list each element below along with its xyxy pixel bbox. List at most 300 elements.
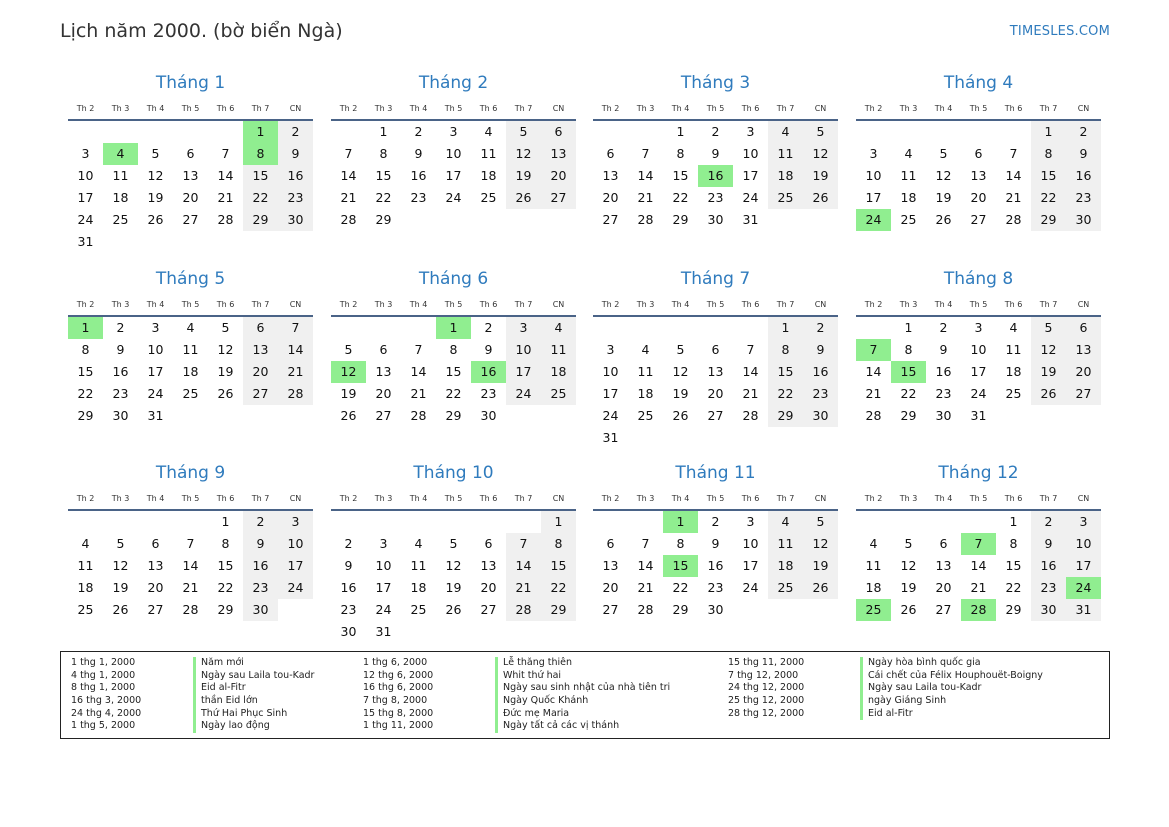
day-grid (856, 121, 1101, 231)
day-cell: 1 (676, 124, 685, 139)
legend-date: 7 thg 12, 2000 (728, 669, 799, 681)
day-cell: 15 (217, 558, 234, 573)
day-cell: 5 (449, 536, 458, 551)
day-cell: 21 (278, 361, 313, 383)
month-3 (593, 71, 838, 231)
empty-cell (961, 121, 996, 143)
month-6 (331, 267, 576, 427)
day-cell: 3 (379, 536, 388, 551)
day-cell: 24 (278, 577, 313, 599)
day-cell: 18 (410, 580, 427, 595)
day-cell: 5 (904, 536, 913, 551)
day-cell: 10 (865, 168, 882, 183)
day-cell: 17 (147, 364, 164, 379)
day-cell: 26 (340, 408, 357, 423)
legend-name-column (193, 657, 314, 733)
legend-date: 16 thg 3, 2000 (71, 695, 142, 707)
day-cell: 23 (707, 580, 724, 595)
day-cell: 10 (375, 558, 392, 573)
day-cell: 19 (1031, 361, 1066, 383)
day-cell: 20 (480, 580, 497, 595)
day-cell: 21 (742, 386, 759, 401)
weekday-label: Th 2 (601, 494, 620, 503)
day-cell: 19 (147, 190, 164, 205)
day-cell: 26 (217, 386, 234, 401)
day-cell: 26 (506, 187, 541, 209)
day-cell: 26 (672, 408, 689, 423)
day-cell: 23 (935, 386, 952, 401)
empty-cell (471, 511, 506, 533)
day-cell: 6 (484, 536, 493, 551)
day-cell: 6 (606, 146, 615, 161)
day-cell: 30 (278, 209, 313, 231)
day-cell: 27 (1066, 383, 1101, 405)
legend-holiday-name: Cái chết của Félix Houphouët-Boigny (860, 670, 1043, 683)
weekday-label: Th 2 (864, 104, 883, 113)
day-cell: 26 (803, 187, 838, 209)
legend-date: 1 thg 5, 2000 (71, 720, 136, 732)
day-cell: 10 (506, 339, 541, 361)
weekday-label: CN (814, 494, 827, 503)
day-cell: 31 (970, 408, 987, 423)
day-cell: 23 (410, 190, 427, 205)
page-title: Lịch năm 2000. (bờ biển Ngà) (60, 20, 343, 42)
day-cell: 3 (746, 124, 755, 139)
day-cell: 21 (637, 190, 654, 205)
empty-cell (331, 317, 366, 339)
day-cell: 21 (506, 577, 541, 599)
day-cell: 9 (344, 558, 353, 573)
weekday-label: Th 5 (444, 300, 463, 309)
day-cell: 29 (375, 212, 392, 227)
day-cell: 22 (77, 386, 94, 401)
day-cell: 28 (865, 408, 882, 423)
day-cell: 18 (900, 190, 917, 205)
day-cell: 10 (970, 342, 987, 357)
empty-cell (103, 121, 138, 143)
day-cell: 25 (1005, 386, 1022, 401)
day-cell: 28 (278, 383, 313, 405)
holiday-day: 1 (243, 121, 278, 143)
day-cell: 7 (414, 342, 423, 357)
day-cell: 12 (803, 143, 838, 165)
legend-date-column (71, 657, 141, 733)
legend-holiday-name: Đức mẹ Maria (495, 708, 670, 721)
day-cell: 24 (375, 602, 392, 617)
day-cell: 27 (541, 187, 576, 209)
day-cell: 9 (711, 536, 720, 551)
legend-holiday-name: Ngày sau sinh nhật của nhà tiên tri (495, 682, 670, 695)
legend-date: 24 thg 12, 2000 (728, 682, 805, 694)
weekday-label: Th 2 (339, 104, 358, 113)
day-cell: 11 (768, 533, 803, 555)
day-cell: 6 (939, 536, 948, 551)
weekday-label: Th 7 (514, 104, 533, 113)
day-cell: 16 (707, 558, 724, 573)
weekday-label: Th 3 (111, 104, 130, 113)
day-cell: 23 (340, 602, 357, 617)
day-cell: 2 (711, 514, 720, 529)
weekday-label: Th 2 (601, 104, 620, 113)
day-cell: 4 (541, 317, 576, 339)
day-cell: 27 (707, 408, 724, 423)
day-cell: 27 (375, 408, 392, 423)
day-cell: 29 (900, 408, 917, 423)
day-cell: 9 (1066, 143, 1101, 165)
day-grid (593, 317, 838, 449)
month-9 (68, 461, 313, 621)
weekday-label: Th 6 (479, 104, 498, 113)
day-cell: 12 (147, 168, 164, 183)
day-cell: 9 (803, 339, 838, 361)
day-cell: 15 (672, 168, 689, 183)
day-cell: 13 (1066, 339, 1101, 361)
legend-date: 25 thg 12, 2000 (728, 695, 805, 707)
day-cell: 20 (182, 190, 199, 205)
day-cell: 10 (445, 146, 462, 161)
day-cell: 30 (935, 408, 952, 423)
day-cell: 16 (1031, 555, 1066, 577)
day-cell: 29 (243, 209, 278, 231)
day-cell: 14 (506, 555, 541, 577)
legend-holiday-name: Whit thứ hai (495, 670, 670, 683)
day-cell: 28 (637, 212, 654, 227)
day-cell: 17 (445, 168, 462, 183)
weekday-label: Th 7 (514, 300, 533, 309)
weekday-header (593, 100, 838, 121)
weekday-label: Th 6 (741, 494, 760, 503)
day-cell: 7 (1009, 146, 1018, 161)
day-cell: 22 (1031, 187, 1066, 209)
day-cell: 7 (641, 146, 650, 161)
weekday-label: CN (1077, 300, 1090, 309)
day-cell: 19 (900, 580, 917, 595)
day-cell: 18 (1005, 364, 1022, 379)
day-cell: 23 (803, 383, 838, 405)
day-cell: 18 (637, 386, 654, 401)
weekday-header (331, 490, 576, 511)
day-cell: 6 (711, 342, 720, 357)
weekday-label: Th 4 (934, 300, 953, 309)
day-cell: 18 (480, 168, 497, 183)
day-cell: 20 (970, 190, 987, 205)
day-cell: 25 (541, 383, 576, 405)
day-cell: 10 (77, 168, 94, 183)
day-cell: 30 (1031, 599, 1066, 621)
legend-date: 1 thg 1, 2000 (71, 657, 136, 668)
day-cell: 21 (217, 190, 234, 205)
day-cell: 13 (243, 339, 278, 361)
day-cell: 14 (340, 168, 357, 183)
month-name: Tháng 6 (418, 269, 489, 289)
weekday-header (593, 490, 838, 511)
empty-cell (593, 121, 628, 143)
day-cell: 7 (278, 317, 313, 339)
legend-holiday-name: Eid al-Fitr (193, 682, 314, 695)
month-10 (331, 461, 576, 643)
holiday-day: 1 (68, 317, 103, 339)
month-12 (856, 461, 1101, 621)
day-cell: 23 (112, 386, 129, 401)
empty-cell (926, 511, 961, 533)
day-cell: 29 (672, 602, 689, 617)
day-cell: 11 (77, 558, 94, 573)
holiday-day: 16 (698, 165, 733, 187)
weekday-header (68, 296, 313, 317)
weekday-header (856, 296, 1101, 317)
day-cell: 26 (112, 602, 129, 617)
legend-holiday-name: Năm mới (193, 657, 314, 670)
holiday-day: 7 (961, 533, 996, 555)
holiday-day: 16 (471, 361, 506, 383)
day-cell: 28 (410, 408, 427, 423)
day-cell: 12 (217, 342, 234, 357)
day-cell: 10 (278, 533, 313, 555)
day-cell: 5 (151, 146, 160, 161)
day-cell: 3 (974, 320, 983, 335)
holiday-day: 15 (663, 555, 698, 577)
day-cell: 21 (865, 386, 882, 401)
holiday-day: 24 (856, 209, 891, 231)
weekday-header (856, 490, 1101, 511)
day-cell: 9 (711, 146, 720, 161)
weekday-label: CN (289, 494, 302, 503)
weekday-label: Th 7 (251, 300, 270, 309)
weekday-label: Th 6 (479, 494, 498, 503)
day-cell: 1 (1031, 121, 1066, 143)
weekday-label: Th 2 (339, 494, 358, 503)
day-cell: 6 (379, 342, 388, 357)
day-cell: 17 (865, 190, 882, 205)
day-cell: 13 (602, 168, 619, 183)
empty-cell (173, 511, 208, 533)
legend-holiday-name: Ngày lao động (193, 720, 314, 733)
day-cell: 15 (445, 364, 462, 379)
day-cell: 20 (935, 580, 952, 595)
day-cell: 5 (803, 511, 838, 533)
day-cell: 1 (904, 320, 913, 335)
weekday-label: Th 5 (706, 104, 725, 113)
day-cell: 14 (637, 558, 654, 573)
legend-holiday-name: Ngày Quốc Khánh (495, 695, 670, 708)
day-cell: 30 (112, 408, 129, 423)
empty-cell (68, 121, 103, 143)
day-cell: 3 (151, 320, 160, 335)
weekday-label: Th 3 (374, 300, 393, 309)
day-cell: 1 (1009, 514, 1018, 529)
holiday-day: 1 (663, 511, 698, 533)
weekday-label: Th 4 (671, 104, 690, 113)
weekday-label: Th 7 (776, 104, 795, 113)
day-cell: 20 (541, 165, 576, 187)
month-8 (856, 267, 1101, 427)
day-cell: 11 (1005, 342, 1022, 357)
day-cell: 9 (278, 143, 313, 165)
day-cell: 24 (147, 386, 164, 401)
weekday-label: Th 7 (251, 494, 270, 503)
day-cell: 15 (541, 555, 576, 577)
empty-cell (68, 511, 103, 533)
brand-link[interactable]: TIMESLES.COM (1009, 24, 1110, 39)
day-cell: 29 (1031, 209, 1066, 231)
day-grid (856, 317, 1101, 427)
empty-cell (856, 317, 891, 339)
weekday-label: CN (289, 300, 302, 309)
weekday-label: Th 6 (741, 300, 760, 309)
day-cell: 11 (900, 168, 917, 183)
day-cell: 18 (541, 361, 576, 383)
weekday-label: Th 6 (1004, 494, 1023, 503)
day-cell: 10 (602, 364, 619, 379)
day-cell: 10 (742, 536, 759, 551)
empty-cell (593, 511, 628, 533)
day-cell: 1 (768, 317, 803, 339)
weekday-label: Th 3 (374, 104, 393, 113)
empty-cell (926, 121, 961, 143)
day-cell: 8 (676, 146, 685, 161)
day-cell: 3 (81, 146, 90, 161)
day-cell: 2 (116, 320, 125, 335)
day-cell: 5 (506, 121, 541, 143)
day-cell: 30 (243, 599, 278, 621)
day-cell: 6 (243, 317, 278, 339)
day-cell: 6 (541, 121, 576, 143)
day-cell: 26 (147, 212, 164, 227)
empty-cell (436, 511, 471, 533)
day-cell: 20 (707, 386, 724, 401)
day-cell: 6 (974, 146, 983, 161)
weekday-label: Th 5 (969, 494, 988, 503)
day-cell: 21 (970, 580, 987, 595)
day-cell: 8 (676, 536, 685, 551)
day-cell: 4 (1009, 320, 1018, 335)
day-cell: 16 (410, 168, 427, 183)
month-name: Tháng 12 (938, 463, 1019, 483)
day-cell: 19 (803, 165, 838, 187)
day-cell: 21 (410, 386, 427, 401)
day-cell: 27 (182, 212, 199, 227)
month-5 (68, 267, 313, 427)
day-cell: 12 (900, 558, 917, 573)
day-cell: 18 (768, 555, 803, 577)
day-cell: 23 (243, 577, 278, 599)
day-cell: 21 (637, 580, 654, 595)
legend-date: 4 thg 1, 2000 (71, 669, 136, 681)
legend-date: 1 thg 11, 2000 (363, 720, 434, 732)
day-cell: 4 (768, 121, 803, 143)
empty-cell (698, 317, 733, 339)
day-cell: 19 (506, 165, 541, 187)
day-cell: 19 (340, 386, 357, 401)
empty-cell (138, 121, 173, 143)
month-name: Tháng 8 (943, 269, 1014, 289)
weekday-label: Th 2 (864, 494, 883, 503)
day-cell: 25 (768, 577, 803, 599)
day-cell: 29 (217, 602, 234, 617)
day-cell: 3 (746, 514, 755, 529)
day-cell: 12 (935, 168, 952, 183)
weekday-label: CN (552, 494, 565, 503)
day-cell: 27 (935, 602, 952, 617)
day-cell: 8 (379, 146, 388, 161)
day-cell: 5 (116, 536, 125, 551)
day-cell: 14 (865, 364, 882, 379)
day-cell: 25 (182, 386, 199, 401)
weekday-label: Th 6 (741, 104, 760, 113)
empty-cell (103, 511, 138, 533)
day-cell: 27 (243, 383, 278, 405)
empty-cell (401, 317, 436, 339)
weekday-label: CN (814, 104, 827, 113)
legend-holiday-name: Ngày sau Laila tou-Kadr (193, 670, 314, 683)
day-cell: 3 (278, 511, 313, 533)
day-grid (331, 511, 576, 643)
day-cell: 30 (803, 405, 838, 427)
day-cell: 16 (935, 364, 952, 379)
month-11 (593, 461, 838, 621)
day-cell: 29 (1005, 602, 1022, 617)
day-cell: 12 (506, 143, 541, 165)
day-grid (68, 511, 313, 621)
day-cell: 2 (1066, 121, 1101, 143)
weekday-label: Th 5 (181, 104, 200, 113)
day-grid (331, 317, 576, 427)
weekday-label: Th 4 (409, 494, 428, 503)
day-cell: 24 (970, 386, 987, 401)
day-cell: 15 (1005, 558, 1022, 573)
day-cell: 7 (344, 146, 353, 161)
legend-date: 12 thg 6, 2000 (363, 669, 434, 681)
day-cell: 22 (900, 386, 917, 401)
weekday-label: Th 4 (146, 300, 165, 309)
day-cell: 26 (445, 602, 462, 617)
weekday-label: Th 7 (1039, 300, 1058, 309)
day-cell: 27 (602, 602, 619, 617)
day-cell: 1 (379, 124, 388, 139)
weekday-label: Th 4 (146, 104, 165, 113)
day-cell: 30 (480, 408, 497, 423)
day-grid (68, 121, 313, 253)
empty-cell (996, 121, 1031, 143)
day-cell: 8 (81, 342, 90, 357)
day-cell: 21 (182, 580, 199, 595)
day-cell: 2 (803, 317, 838, 339)
day-cell: 13 (707, 364, 724, 379)
day-cell: 16 (803, 361, 838, 383)
empty-cell (331, 511, 366, 533)
weekday-header (593, 296, 838, 317)
weekday-label: CN (1077, 494, 1090, 503)
day-grid (331, 121, 576, 231)
month-7 (593, 267, 838, 449)
day-cell: 12 (112, 558, 129, 573)
day-cell: 11 (410, 558, 427, 573)
day-cell: 24 (445, 190, 462, 205)
legend-date-column (363, 657, 433, 733)
day-cell: 15 (243, 165, 278, 187)
day-cell: 22 (541, 577, 576, 599)
day-cell: 12 (445, 558, 462, 573)
weekday-label: Th 2 (601, 300, 620, 309)
empty-cell (856, 511, 891, 533)
day-cell: 8 (904, 342, 913, 357)
day-cell: 17 (278, 555, 313, 577)
holiday-legend (60, 651, 1110, 739)
day-cell: 13 (970, 168, 987, 183)
day-cell: 27 (602, 212, 619, 227)
day-grid (593, 511, 838, 621)
day-cell: 28 (1005, 212, 1022, 227)
